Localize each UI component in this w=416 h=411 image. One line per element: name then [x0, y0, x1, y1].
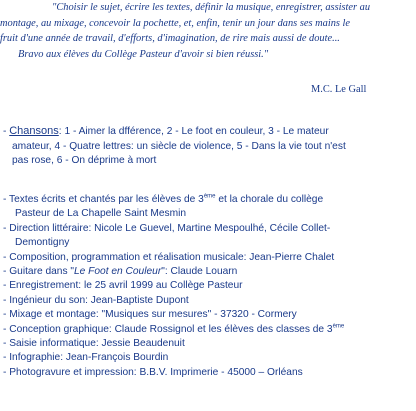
songs-line: pas rose, 6 - On déprime à mort — [12, 155, 157, 167]
credit-mixing: - Mixage et montage: "Musiques sur mesures" - 37320 - Cormery — [3, 309, 297, 321]
credit-printing: - Photogravure et impression: B.B.V. Imprimerie - 45000 – Orléans — [3, 366, 303, 378]
intro-quote — [0, 0, 416, 62]
credit-guitar — [3, 265, 415, 279]
songs-line — [3, 124, 413, 140]
credit-texts-cont: Pasteur de La Chapelle Saint Mesmin — [15, 208, 187, 220]
credit-infographics: - Infographie: Jean-François Bourdin — [3, 352, 169, 364]
song-title: Le Foot en Couleur — [74, 266, 162, 278]
credit-text: ": Claude Louarn — [161, 266, 238, 278]
songs-label: Chansons — [9, 125, 59, 137]
credit-composition: - Composition, programmation et réalisation musicale: Jean-Pierre Chalet — [3, 251, 335, 263]
credit-sound: - Ingénieur du son: Jean-Baptiste Dupont — [3, 294, 189, 306]
quote-line: "Choisir le sujet, écrire les textes, définir la musique, enregistrer, assister au — [52, 2, 371, 13]
ordinal-suffix: ème — [332, 323, 345, 330]
songs-list — [3, 124, 413, 169]
quote-line: montage, au mixage, concevoir la pochette, et, enfin, tenir un jour dans ses mains le — [0, 17, 351, 29]
songs-prefix: - — [3, 126, 10, 137]
credit-direction-cont: Demontigny — [15, 237, 70, 249]
credit-text: - Textes écrits et chantés par les élèves de 3 — [3, 194, 204, 205]
credit-design — [3, 323, 415, 337]
credit-texts — [3, 193, 415, 207]
quote-line: fruit d'une année de travail, d'efforts, d'imagination, de rire mais aussi de doute... — [0, 33, 340, 44]
quote-signature: M.C. Le Gall — [311, 84, 367, 95]
songs-line: amateur, 4 - Quatre lettres: un siècle de violence, 5 - Dans la vie tout n'est — [12, 140, 346, 152]
credit-text: et la chorale du collège — [215, 194, 324, 205]
credit-text: - Conception graphique: Claude Rossignol et les élèves des classes de 3 — [3, 323, 333, 335]
ordinal-suffix: ème — [203, 193, 216, 200]
credit-direction: - Direction littéraire: Nicole Le Guevel, Martine Mespoulhé, Cécile Collet- — [3, 222, 331, 234]
credit-text: - Guitare dans " — [3, 266, 74, 278]
credit-data-entry: - Saisie informatique: Jessie Beaudenuit — [3, 338, 185, 350]
credit-recording: - Enregistrement: le 25 avril 1999 au Collège Pasteur — [3, 280, 243, 292]
quote-line: Bravo aux élèves du Collège Pasteur d'avoir si bien réussi." — [18, 48, 269, 60]
songs-text: : 1 - Aimer la dfférence, 2 - Le foot en couleur, 3 - Le mateur — [58, 126, 329, 137]
credits-list — [3, 193, 415, 380]
